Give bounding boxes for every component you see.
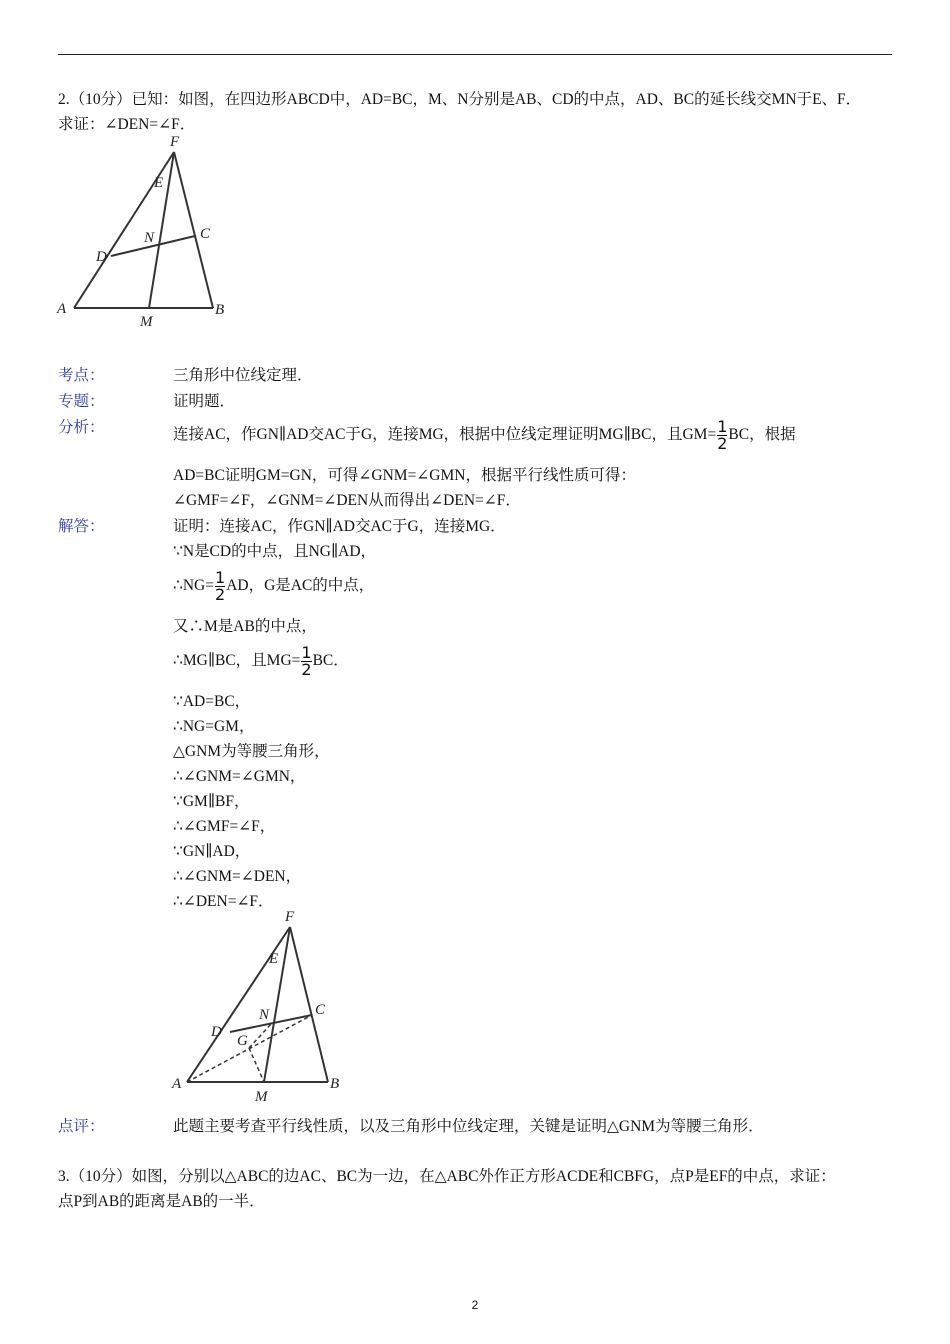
proof-line-11: ∴∠GMF=∠F， [173,818,276,835]
fig2-label-D: D [211,1024,222,1040]
problem3-statement-line2: 点P到AB的距离是AB的一半． [58,1193,265,1210]
proof-line-1: 证明：连接AC，作GN∥AD交AC于G，连接MG． [173,518,506,535]
page-number: 2 [471,1298,479,1312]
proof-line-12: ∵GN∥AD， [173,843,251,860]
fig2-label-G: G [237,1033,248,1049]
fig1-label-E: E [154,175,164,191]
dianping-text: 此题主要考查平行线性质，以及三角形中位线定理，关键是证明△GNM为等腰三角形． [173,1118,764,1135]
jieda-label: 解答： [58,518,105,535]
proof-line-5: ∴MG∥BC，且MG= $\frac{1}{2}$ BC． [173,643,349,679]
fig1-label-M: M [140,314,153,330]
fenxi-line2: AD=BC证明GM=GN，可得∠GNM=∠GMN，根据平行线性质可得： [173,467,636,484]
problem3-statement-line1: 3.（10分）如图，分别以△ABC的边AC、BC为一边，在△ABC外作正方形ACDE和CBFG，点P是EF的中点，求证： [58,1168,836,1185]
fig2-label-E: E [269,951,279,967]
proof-line-4: 又∴M是AB的中点， [173,618,317,635]
proof-line-9: ∴∠GNM=∠GMN， [173,768,306,785]
proof-line-6: ∵AD=BC， [173,693,251,710]
proof-line-13: ∴∠GNM=∠DEN， [173,868,302,885]
fig2-label-A: A [172,1076,182,1092]
fraction-one-half: $\frac{1}{2}$ [717,417,728,453]
fig1-label-N: N [144,230,155,246]
proof-line-8: △GNM为等腰三角形， [173,743,330,760]
proof-line-7: ∴NG=GM， [173,718,255,735]
fenxi-label: 分析： [58,419,105,436]
fenxi-line3: ∠GMF=∠F，∠GNM=∠DEN从而得出∠DEN=∠F． [173,492,521,509]
problem2-statement-line1: 2.（10分）已知：如图，在四边形ABCD中，AD=BC，M、N分别是AB、CD的中点，AD、BC的延长线交MN于E、F． [58,91,862,108]
fig1-label-A: A [57,301,67,317]
fig1-label-F: F [170,134,180,150]
header-rule [58,54,892,55]
dianping-label: 点评： [58,1118,105,1135]
fig1-label-B: B [215,302,225,318]
fig2-label-B: B [330,1076,340,1092]
fraction-one-half: $\frac{1}{2}$ [301,643,312,679]
fig2-label-F: F [285,909,295,925]
problem2-statement-line2: 求证：∠DEN=∠F． [58,116,196,133]
fig2-label-N: N [259,1007,270,1023]
proof-line-2: ∵N是CD的中点，且NG∥AD， [173,543,377,560]
proof-line-10: ∵GM∥BF， [173,793,250,810]
fenxi-line1-a: 连接AC，作GN∥AD交AC于G，连接MG，根据中位线定理证明MG∥BC，且GM= [173,426,717,444]
kaodian-text: 三角形中位线定理． [173,367,313,384]
fenxi-line1-b: BC，根据 [728,426,796,444]
fig2-label-C: C [315,1002,326,1018]
zhuanti-text: 证明题． [173,393,236,410]
fig1-label-D: D [96,249,107,265]
proof-line-3: ∴NG= $\frac{1}{2}$ AD，G是AC的中点， [173,568,375,604]
fig1-label-C: C [200,226,211,242]
fraction-one-half: $\frac{1}{2}$ [215,568,226,604]
fenxi-line1 [173,419,796,452]
figure2-construction [165,905,355,1105]
proof-line-14: ∴∠DEN=∠F． [173,893,274,910]
figure1-quadrilateral [50,130,250,330]
kaodian-label: 考点： [58,367,105,384]
zhuanti-label: 专题： [58,393,105,410]
fig2-label-M: M [255,1089,268,1105]
